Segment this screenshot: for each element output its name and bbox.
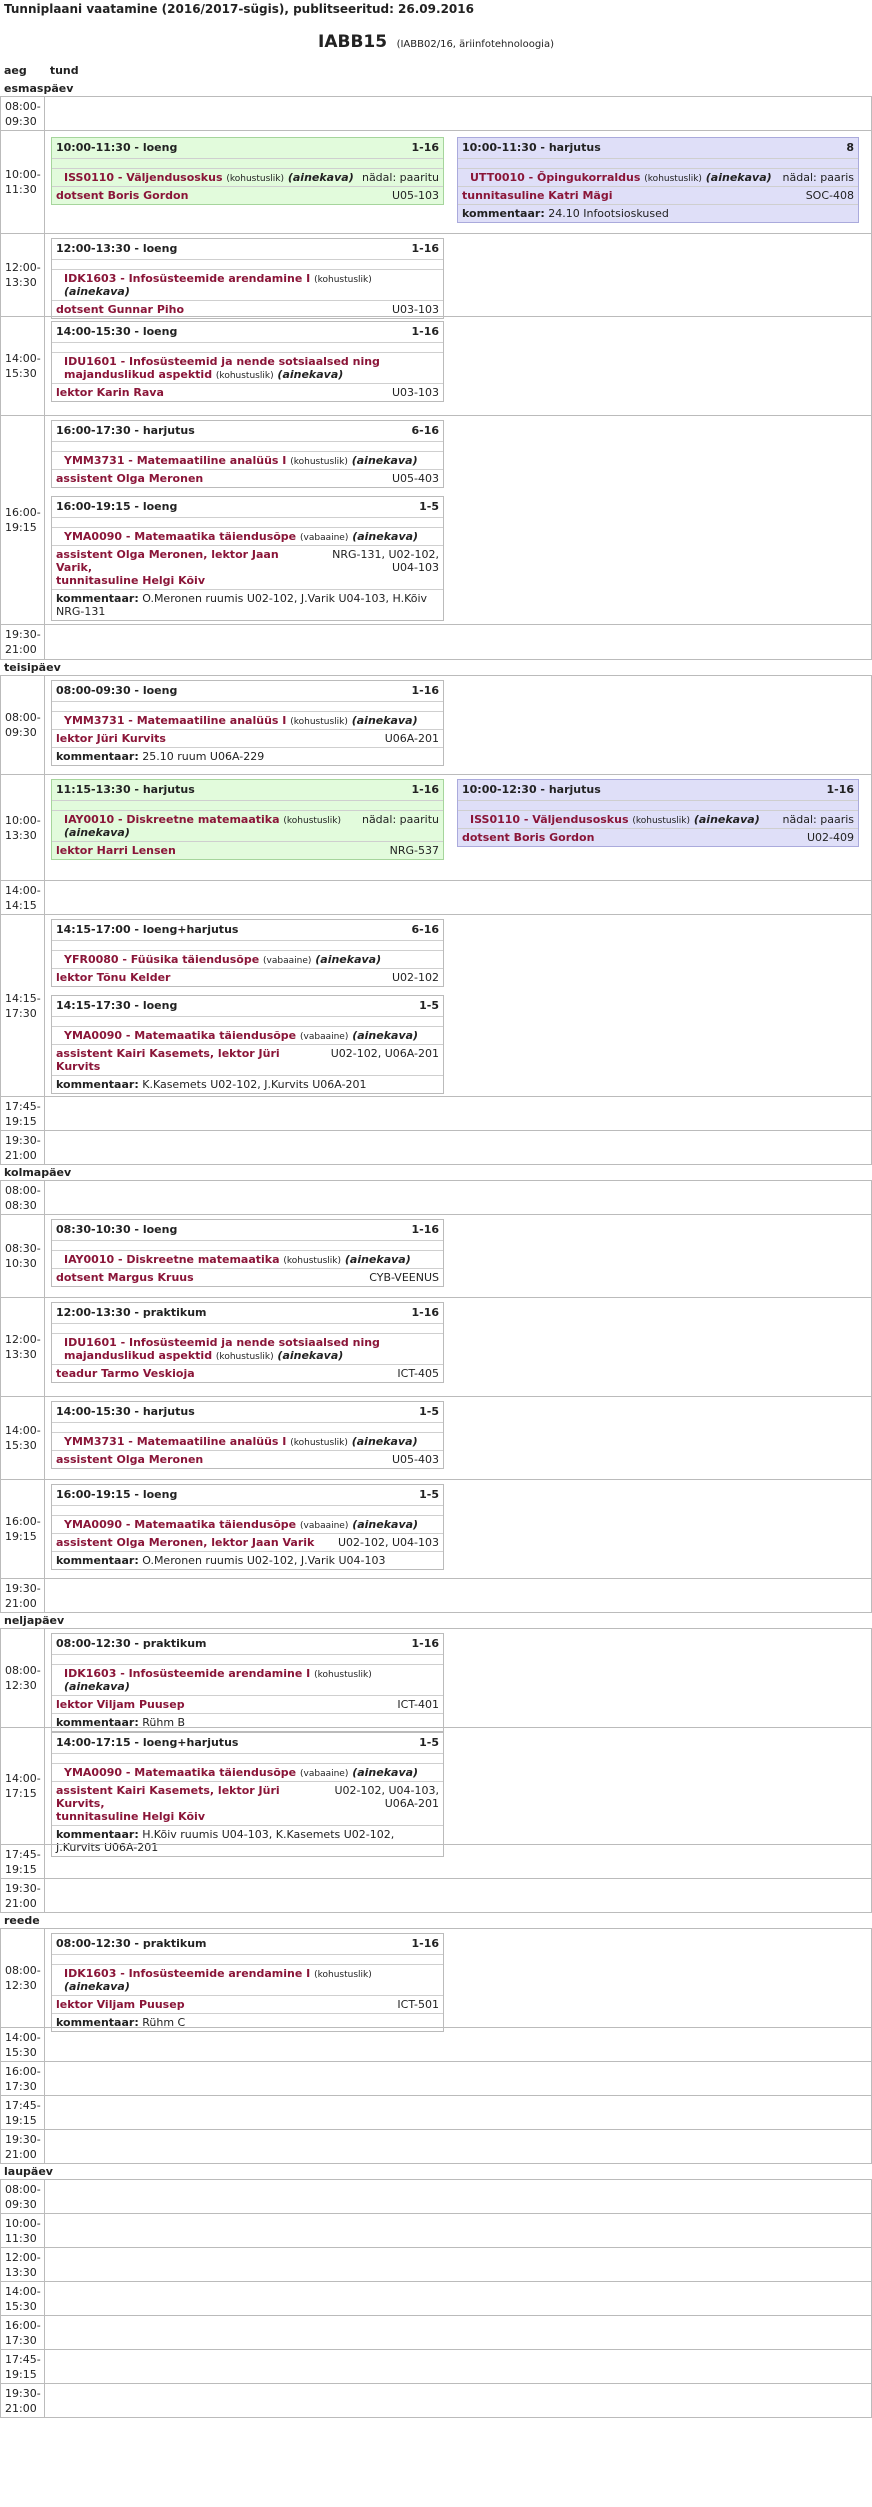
day-wednesday: kolmapäev [4,1166,72,1179]
lesson-card[interactable] [51,1484,444,1570]
lesson-weeks: 6-16 [411,923,439,936]
col-lesson-label: tund [49,64,79,77]
lesson-weeks: 1-5 [419,500,439,513]
comment-text: K.Kasemets U02-102, J.Kurvits U06A-201 [142,1078,367,1091]
lesson-weeks: 1-16 [411,1306,439,1319]
lesson-weeks: 1-5 [419,1736,439,1749]
lesson-card[interactable] [51,779,444,860]
ainekava-link[interactable]: (ainekava) [64,1680,130,1693]
room: U03-103 [391,303,439,316]
lesson-weeks: 1-16 [411,684,439,697]
lesson-card[interactable] [51,1633,444,1732]
course-link[interactable]: IDU1601 - Infosüsteemid ja nende sotsiaalsed ning majanduslikud aspektid [64,355,380,381]
course-link[interactable]: YMM3731 - Matemaatiline analüüs I [64,1435,287,1448]
time-row [0,675,872,775]
time-slot: 08:00- 12:30 [1,1929,45,2027]
teacher-link[interactable]: lektor Tõnu Kelder [56,971,171,984]
time-row [0,2315,872,2350]
room: SOC-408 [805,189,854,202]
room: U06A-201 [384,732,439,745]
lesson-weeks: 1-16 [411,1937,439,1950]
room: U02-102, U04-103 [337,1536,439,1549]
col-time-label: aeg [4,64,27,77]
time-slot: 08:30- 10:30 [1,1215,45,1297]
week-parity: nädal: paaris [782,171,854,184]
column-header [0,62,872,80]
lesson-weeks: 1-5 [419,999,439,1012]
lesson-card[interactable] [51,496,444,621]
course-link[interactable]: YFR0080 - Füüsika täiendusõpe [64,953,260,966]
comment-label: kommentaar: [56,1828,139,1841]
time-slot: 19:30- 21:00 [1,2130,45,2163]
time-slot: 14:00- 15:30 [1,317,45,415]
time-row [0,2095,872,2130]
room: ICT-401 [397,1698,439,1711]
course-type: (kohustuslik) [290,457,348,467]
ainekava-link[interactable]: (ainekava) [277,1349,344,1362]
teacher-link[interactable]: tunnitasuline Helgi Kõiv [56,1810,205,1823]
lesson-weeks: 1-16 [411,1223,439,1236]
lesson-time: 11:15-13:30 - harjutus [56,783,195,796]
ainekava-link[interactable]: (ainekava) [351,714,418,727]
ainekava-link[interactable]: (ainekava) [352,1766,419,1779]
lesson-time: 12:00-13:30 - loeng [56,242,178,255]
time-row [0,2281,872,2316]
time-slot: 14:00- 14:15 [1,881,45,914]
day-friday: reede [4,1914,40,1927]
teacher-link[interactable]: lektor Harri Lensen [56,844,176,857]
room: U03-103 [391,386,439,399]
lesson-time: 10:00-11:30 - harjutus [462,141,601,154]
ainekava-link[interactable]: (ainekava) [352,530,419,543]
teacher-link[interactable]: lektor Jüri Kurvits, [56,1784,280,1810]
teacher-link[interactable]: assistent Olga Meronen, [56,548,208,561]
time-slot: 14:00- 15:30 [1,1397,45,1479]
time-row [0,624,872,660]
teacher-link[interactable]: lektor Jaan Varik, [56,548,279,574]
course-link[interactable]: YMM3731 - Matemaatiline analüüs I [64,714,287,727]
room: NRG-131, U02-102, U04-103 [332,548,439,574]
time-slot: 17:45- 19:15 [1,2350,45,2383]
time-slot: 17:45- 19:15 [1,1845,45,1878]
course-type: (kohustuslik) [644,174,702,184]
lesson-weeks: 1-16 [411,325,439,338]
time-row [0,2129,872,2164]
teacher-link[interactable]: assistent Olga Meronen [56,472,204,485]
ainekava-link[interactable]: (ainekava) [64,826,130,839]
day-monday: esmaspäev [4,82,74,95]
lesson-time: 16:00-19:15 - loeng [56,500,178,513]
lesson-card[interactable] [51,1302,444,1383]
time-row [0,2027,872,2062]
course-type: (vabaaine) [300,1521,349,1531]
lesson-card[interactable] [51,1219,444,1287]
ainekava-link[interactable]: (ainekava) [351,454,418,467]
comment-label: kommentaar: [56,592,139,605]
lesson-time: 08:00-09:30 - loeng [56,684,178,697]
course-type: (vabaaine) [263,956,312,966]
day-saturday: laupäev [4,2165,53,2178]
course-link[interactable]: IDK1603 - Infosüsteemide arendamine I [64,1967,311,1980]
time-row [0,1479,872,1579]
day-thursday: neljapäev [4,1614,65,1627]
course-type: (kohustuslik) [314,275,372,285]
course-type: (kohustuslik) [290,1438,348,1448]
lesson-card[interactable] [51,238,444,319]
time-row [0,1180,872,1215]
room: CYB-VEENUS [369,1271,439,1284]
room: U05-103 [391,189,439,202]
lesson-card[interactable] [457,779,859,847]
course-link[interactable]: YMA0090 - Matemaatika täiendusõpe [64,1029,297,1042]
lesson-card[interactable] [51,1401,444,1469]
lesson-time: 16:00-19:15 - loeng [56,1488,178,1501]
time-row [0,1727,872,1854]
lesson-weeks: 1-5 [419,1488,439,1501]
comment-text: O.Meronen ruumis U02-102, J.Varik U04-103, H.Kõiv NRG-131 [56,592,428,618]
time-row [0,2383,872,2418]
course-link[interactable]: ISS0110 - Väljendusoskus [470,813,629,826]
time-row [0,1214,872,1298]
room: U05-403 [391,472,439,485]
group-info: (IABB02/16, äriinfotehnoloogia) [396,39,554,50]
lesson-time: 10:00-12:30 - harjutus [462,783,601,796]
lesson-time: 12:00-13:30 - praktikum [56,1306,207,1319]
comment-text: Rühm C [142,2016,186,2029]
comment-text: Rühm B [142,1716,186,1729]
comment-label: kommentaar: [56,2016,139,2029]
course-type: (kohustuslik) [632,816,691,826]
room: U02-409 [806,831,854,844]
course-type: (kohustuslik) [283,816,342,826]
time-slot: 08:00- 12:30 [1,1629,45,1727]
day-tuesday: teisipäev [4,661,61,674]
comment-label: kommentaar: [56,1554,139,1567]
time-row [0,415,872,625]
lesson-time: 14:15-17:00 - loeng+harjutus [56,923,239,936]
course-type: (kohustuslik) [215,1352,274,1362]
time-slot: 17:45- 19:15 [1,1097,45,1130]
lesson-card[interactable] [51,995,444,1094]
teacher-link[interactable]: dotsent Boris Gordon [56,189,189,202]
time-row [0,316,872,416]
time-row [0,130,872,234]
lesson-time: 14:15-17:30 - loeng [56,999,178,1012]
time-row [0,880,872,915]
lesson-time: 08:30-10:30 - loeng [56,1223,178,1236]
lesson-weeks: 1-5 [419,1405,439,1418]
time-row [0,1396,872,1480]
time-slot: 10:00- 11:30 [1,2214,45,2247]
time-row [0,1096,872,1131]
time-row [0,1844,872,1879]
week-parity: nädal: paaritu [361,171,439,184]
lesson-weeks: 1-16 [411,242,439,255]
time-row [0,1928,872,2028]
comment-text: H.Kõiv ruumis U04-103, K.Kasemets U02-102, J.Kurvits U06A-201 [56,1828,395,1854]
comment-label: kommentaar: [56,1716,139,1729]
time-slot: 19:30- 21:00 [1,625,45,659]
time-slot: 14:00- 15:30 [1,2282,45,2315]
course-link[interactable]: ISS0110 - Väljendusoskus [64,171,223,184]
comment-text: 25.10 ruum U06A-229 [142,750,265,763]
comment-text: O.Meronen ruumis U02-102, J.Varik U04-103 [142,1554,386,1567]
teacher-link[interactable]: tunnitasuline Helgi Kõiv [56,574,205,587]
lesson-weeks: 8 [846,141,854,154]
teacher-link[interactable]: tunnitasuline Katri Mägi [462,189,613,202]
time-row [0,1578,872,1613]
time-row [0,2247,872,2282]
room: NRG-537 [389,844,439,857]
lesson-time: 10:00-11:30 - loeng [56,141,178,154]
course-link[interactable]: IAY0010 - Diskreetne matemaatika [64,813,280,826]
lesson-time: 08:00-12:30 - praktikum [56,1637,207,1650]
lesson-card[interactable] [51,919,444,987]
time-row [0,1297,872,1397]
lesson-time: 14:00-15:30 - loeng [56,325,178,338]
time-row [0,1878,872,1913]
time-slot: 16:00- 19:15 [1,416,45,624]
teacher-link[interactable]: assistent Kairi Kasemets, [56,1047,215,1060]
time-slot: 19:30- 21:00 [1,1879,45,1912]
course-link[interactable]: UTT0010 - Õpingukorraldus [470,171,641,184]
time-row [0,914,872,1097]
time-slot: 10:00- 11:30 [1,131,45,233]
time-slot: 14:00- 17:15 [1,1728,45,1844]
ainekava-link[interactable]: (ainekava) [277,368,344,381]
time-slot: 10:00- 13:30 [1,775,45,880]
course-link[interactable]: IDK1603 - Infosüsteemide arendamine I [64,1667,311,1680]
ainekava-link[interactable]: (ainekava) [315,953,382,966]
teacher-link[interactable]: dotsent Margus Kruus [56,1271,194,1284]
course-link[interactable]: YMA0090 - Matemaatika täiendusõpe [64,1518,297,1531]
time-slot: 19:30- 21:00 [1,2384,45,2417]
course-link[interactable]: YMA0090 - Matemaatika täiendusõpe [64,530,297,543]
room: ICT-501 [397,1998,439,2011]
lesson-card[interactable] [51,420,444,488]
time-slot: 14:15- 17:30 [1,915,45,1096]
teacher-link[interactable]: teadur Tarmo Veskioja [56,1367,195,1380]
group-header [0,32,872,62]
time-slot: 16:00- 17:30 [1,2316,45,2349]
time-row [0,1628,872,1728]
lesson-card[interactable] [51,1933,444,2032]
week-parity: nädal: paaritu [361,813,439,826]
ainekava-link[interactable]: (ainekava) [287,171,354,184]
course-link[interactable]: IDU1601 - Infosüsteemid ja nende sotsiaalsed ning majanduslikud aspektid [64,1336,380,1362]
ainekava-link[interactable]: (ainekava) [64,1980,130,1993]
room: U05-403 [391,1453,439,1466]
room: U02-102, U04-103, U06A-201 [334,1784,439,1810]
time-slot: 12:00- 13:30 [1,2248,45,2281]
lesson-time: 08:00-12:30 - praktikum [56,1937,207,1950]
lesson-card[interactable] [51,1732,444,1857]
time-slot: 08:00- 09:30 [1,2180,45,2213]
page-title: Tunniplaani vaatamine (2016/2017-sügis), publitseeritud: 26.09.2016 [4,2,474,16]
teacher-link[interactable]: lektor Karin Rava [56,386,164,399]
ainekava-link[interactable]: (ainekava) [693,813,760,826]
lesson-weeks: 1-16 [411,1637,439,1650]
time-row [0,2213,872,2248]
course-link[interactable]: YMM3731 - Matemaatiline analüüs I [64,454,287,467]
lesson-weeks: 6-16 [411,424,439,437]
comment-label: kommentaar: [56,1078,139,1091]
course-type: (kohustuslik) [215,371,274,381]
teacher-link[interactable]: dotsent Gunnar Piho [56,303,185,316]
time-row [0,96,872,131]
time-row [0,2179,872,2214]
week-parity: nädal: paaris [782,813,854,826]
time-slot: 08:00- 09:30 [1,97,45,130]
time-row [0,233,872,317]
time-slot: 17:45- 19:15 [1,2096,45,2129]
lesson-card[interactable] [51,137,444,205]
teacher-link[interactable]: lektor Jaan Varik [211,1536,315,1549]
comment-text: 24.10 Infootsioskused [548,207,669,220]
time-slot: 19:30- 21:00 [1,1579,45,1612]
time-row [0,1130,872,1165]
lesson-time: 16:00-17:30 - harjutus [56,424,195,437]
time-slot: 14:00- 15:30 [1,2028,45,2061]
course-type: (kohustuslik) [226,174,285,184]
course-type: (vabaaine) [300,533,349,543]
course-type: (kohustuslik) [283,1256,342,1266]
lesson-weeks: 1-16 [411,783,439,796]
comment-label: kommentaar: [56,750,139,763]
time-row [0,2061,872,2096]
course-type: (kohustuslik) [314,1970,372,1980]
room: U02-102, U06A-201 [330,1047,439,1060]
ainekava-link[interactable]: (ainekava) [705,171,772,184]
time-slot: 16:00- 19:15 [1,1480,45,1578]
lesson-time: 14:00-15:30 - harjutus [56,1405,195,1418]
ainekava-link[interactable]: (ainekava) [352,1518,419,1531]
room: ICT-405 [397,1367,439,1380]
teacher-link[interactable]: dotsent Boris Gordon [462,831,595,844]
time-slot: 19:30- 21:00 [1,1131,45,1164]
course-link[interactable]: IDK1603 - Infosüsteemide arendamine I [64,272,311,285]
course-type: (kohustuslik) [314,1670,372,1680]
time-slot: 08:00- 09:30 [1,676,45,774]
time-slot: 12:00- 13:30 [1,1298,45,1396]
lesson-card[interactable] [51,321,444,402]
ainekava-link[interactable]: (ainekava) [344,1253,411,1266]
teacher-link[interactable]: lektor Jüri Kurvits [56,732,166,745]
course-type: (kohustuslik) [290,717,348,727]
time-row [0,2349,872,2384]
ainekava-link[interactable]: (ainekava) [351,1435,418,1448]
teacher-link[interactable]: assistent Kairi Kasemets, [56,1784,215,1797]
ainekava-link[interactable]: (ainekava) [352,1029,419,1042]
lesson-weeks: 1-16 [411,141,439,154]
teacher-link[interactable]: lektor Viljam Puusep [56,1698,185,1711]
course-type: (vabaaine) [300,1032,349,1042]
lesson-card[interactable] [51,680,444,766]
course-link[interactable]: YMA0090 - Matemaatika täiendusõpe [64,1766,297,1779]
time-slot: 16:00- 17:30 [1,2062,45,2095]
comment-label: kommentaar: [462,207,545,220]
room: U02-102 [391,971,439,984]
ainekava-link[interactable]: (ainekava) [64,285,130,298]
time-slot: 08:00- 08:30 [1,1181,45,1214]
course-type: (vabaaine) [300,1769,349,1779]
teacher-link[interactable]: assistent Olga Meronen [56,1453,204,1466]
lesson-card[interactable] [457,137,859,223]
teacher-link[interactable]: lektor Viljam Puusep [56,1998,185,2011]
group-code: IABB15 [318,32,388,52]
teacher-link[interactable]: assistent Olga Meronen, [56,1536,208,1549]
lesson-time: 14:00-17:15 - loeng+harjutus [56,1736,239,1749]
teacher-link[interactable]: lektor Jüri Kurvits [56,1047,280,1073]
time-row [0,774,872,881]
course-link[interactable]: IAY0010 - Diskreetne matemaatika [64,1253,280,1266]
time-slot: 12:00- 13:30 [1,234,45,316]
lesson-weeks: 1-16 [826,783,854,796]
